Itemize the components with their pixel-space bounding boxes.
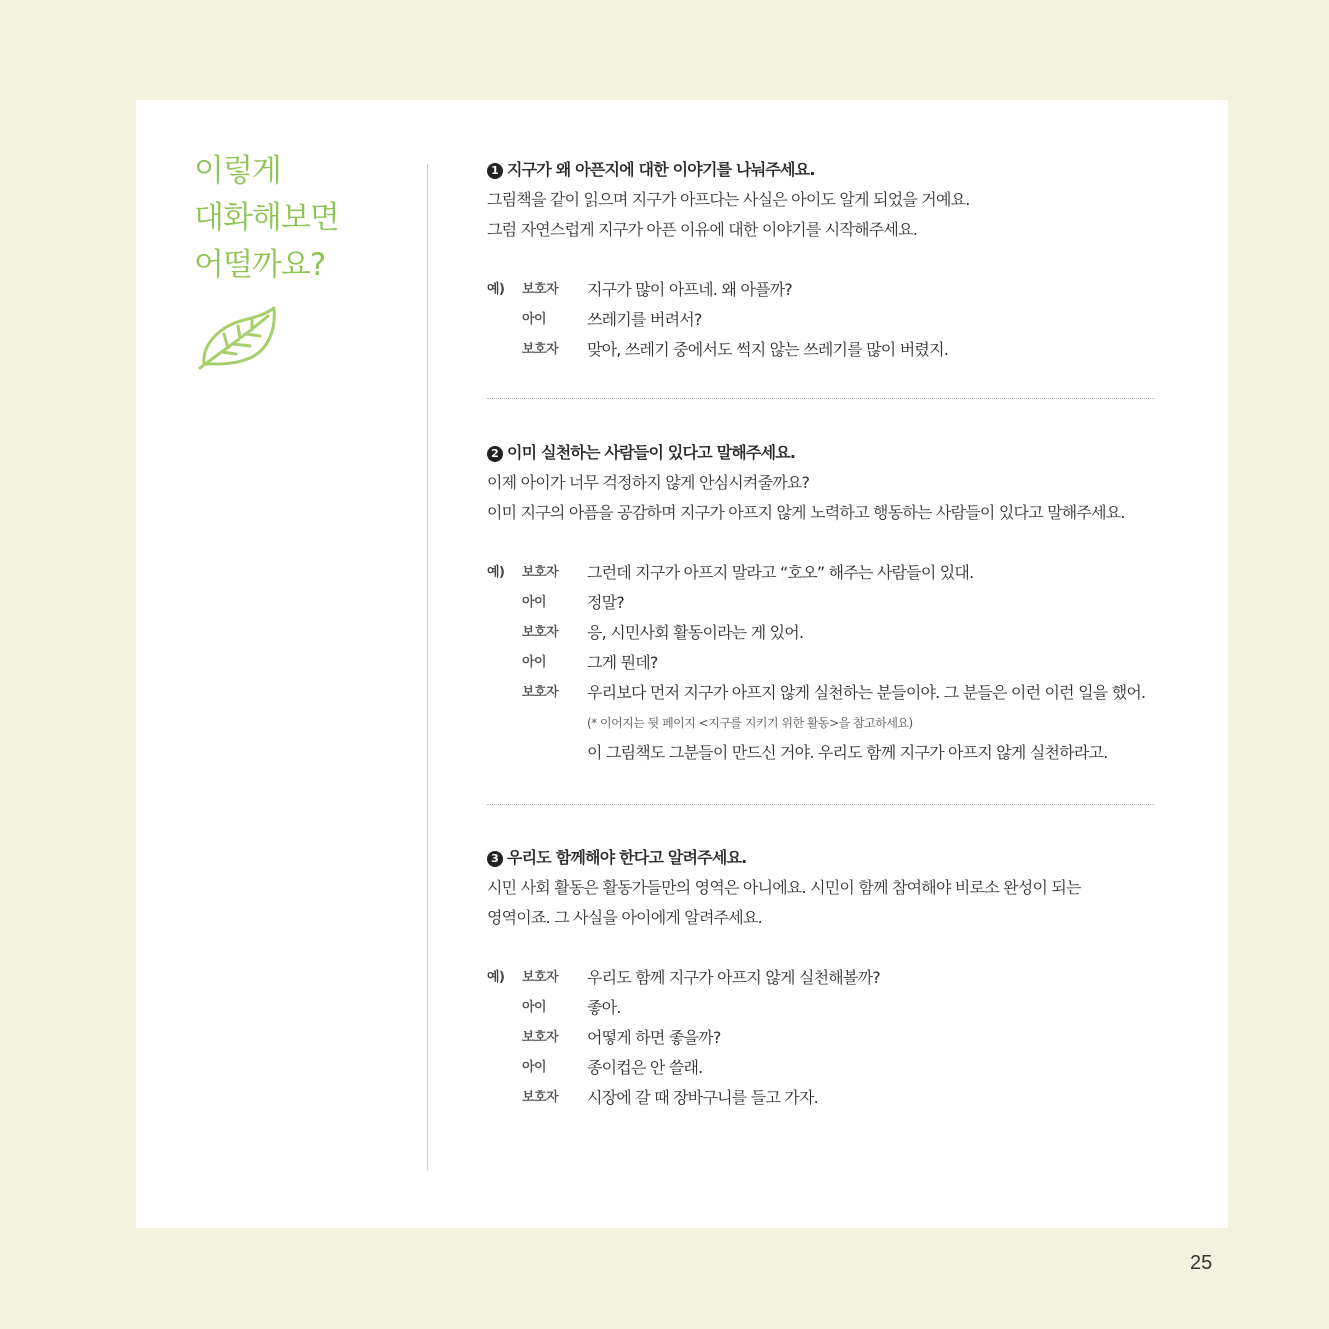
- section-number-badge: 2: [487, 446, 503, 462]
- page-sheet: [136, 100, 1228, 1228]
- speaker-label: 아이: [522, 1060, 547, 1075]
- page-number: 25: [1190, 1252, 1213, 1274]
- speaker-label: 보호자: [522, 1030, 559, 1045]
- dialog-row: [487, 1053, 1177, 1083]
- paragraph-line: 이미 지구의 아픔을 공감하며 지구가 아프지 않게 노력하고 행동하는 사람들이 있다고 말해주세요.: [487, 503, 1125, 522]
- leaf-icon: [198, 306, 278, 370]
- section-divider: [487, 398, 1155, 399]
- dialog-line: 시장에 갈 때 장바구니를 들고 가자.: [587, 1088, 818, 1107]
- example-dialog: [487, 963, 1177, 1113]
- speaker-label: 보호자: [522, 970, 559, 985]
- section-title: 2 이미 실천하는 사람들이 있다고 말해주세요.: [487, 438, 1177, 468]
- paragraph-line: 이제 아이가 너무 걱정하지 않게 안심시켜줄까요?: [487, 473, 810, 492]
- dialog-line: 맞아, 쓰레기 중에서도 썩지 않는 쓰레기를 많이 버렸지.: [587, 340, 949, 359]
- dialog-row: [487, 335, 1177, 365]
- example-label: 예): [487, 282, 505, 297]
- speaker-label: 보호자: [522, 282, 559, 297]
- section-title: 3 우리도 함께해야 한다고 알려주세요.: [487, 843, 1177, 873]
- reference-note: (* 이어지는 뒷 페이지 <지구를 지키기 위한 활동>을 참고하세요): [587, 716, 913, 730]
- paragraph-line: 영역이죠. 그 사실을 아이에게 알려주세요.: [487, 908, 762, 927]
- dialog-row: [487, 618, 1177, 648]
- dialog-row: [487, 678, 1177, 708]
- speaker-label: 아이: [522, 595, 547, 610]
- dialog-row: [487, 963, 1177, 993]
- section-3: [487, 843, 1177, 1113]
- dialog-line: 어떻게 하면 좋을까?: [587, 1028, 721, 1047]
- dialog-line: 좋아.: [587, 998, 621, 1017]
- vertical-divider: [427, 164, 428, 1170]
- paragraph-line: 시민 사회 활동은 활동가들만의 영역은 아니에요. 시민이 함께 참여해야 비로소 완성이 되는: [487, 878, 1081, 897]
- sidebar-title-line: 어떨까요?: [194, 247, 326, 283]
- paragraph-line: 그림책을 같이 읽으며 지구가 아프다는 사실은 아이도 알게 되었을 거예요.: [487, 190, 970, 209]
- example-dialog: [487, 558, 1177, 768]
- sidebar-title: [194, 148, 339, 289]
- example-label: 예): [487, 565, 505, 580]
- dialog-line: 우리보다 먼저 지구가 아프지 않게 실천하는 분들이야. 그 분들은 이런 이런 일을 했어.: [587, 683, 1146, 702]
- sidebar-title-line: 대화해보면: [194, 200, 339, 236]
- dialog-row: [487, 588, 1177, 618]
- speaker-label: 보호자: [522, 685, 559, 700]
- section-divider: [487, 804, 1155, 805]
- dialog-line: 종이컵은 안 쓸래.: [587, 1058, 703, 1077]
- dialog-line: 지구가 많이 아프네. 왜 아플까?: [587, 280, 792, 299]
- section-2: [487, 438, 1177, 768]
- dialog-line: 쓰레기를 버려서?: [587, 310, 702, 329]
- sidebar-title-line: 이렇게: [194, 153, 281, 189]
- speaker-label: 아이: [522, 312, 547, 327]
- dialog-line: 정말?: [587, 593, 625, 612]
- dialog-line: 응, 시민사회 활동이라는 게 있어.: [587, 623, 804, 642]
- dialog-row: [487, 648, 1177, 678]
- dialog-row: [487, 1023, 1177, 1053]
- speaker-label: 보호자: [522, 625, 559, 640]
- speaker-label: 보호자: [522, 565, 559, 580]
- speaker-label: 보호자: [522, 1090, 559, 1105]
- speaker-label: 보호자: [522, 342, 559, 357]
- dialog-row: [487, 275, 1177, 305]
- dialog-row: [487, 305, 1177, 335]
- section-title: 1 지구가 왜 아픈지에 대한 이야기를 나눠주세요.: [487, 155, 1177, 185]
- section-number-badge: 3: [487, 851, 503, 867]
- paragraph-line: 그럼 자연스럽게 지구가 아픈 이유에 대한 이야기를 시작해주세요.: [487, 220, 918, 239]
- dialog-line: 우리도 함께 지구가 아프지 않게 실천해볼까?: [587, 968, 880, 987]
- dialog-line: 그런데 지구가 아프지 말라고 “호오” 해주는 사람들이 있대.: [587, 563, 974, 582]
- dialog-row: [487, 738, 1177, 768]
- example-dialog: [487, 275, 1177, 365]
- example-label: 예): [487, 970, 505, 985]
- section-number-badge: 1: [487, 163, 503, 179]
- dialog-line: 그게 뭔데?: [587, 653, 658, 672]
- speaker-label: 아이: [522, 655, 547, 670]
- dialog-line: 이 그림책도 그분들이 만드신 거야. 우리도 함께 지구가 아프지 않게 실천하라고.: [587, 743, 1108, 762]
- section-1: [487, 155, 1177, 365]
- dialog-row: [487, 1083, 1177, 1113]
- dialog-row: [487, 558, 1177, 588]
- speaker-label: 아이: [522, 1000, 547, 1015]
- dialog-row: [487, 993, 1177, 1023]
- dialog-row: [487, 708, 1177, 738]
